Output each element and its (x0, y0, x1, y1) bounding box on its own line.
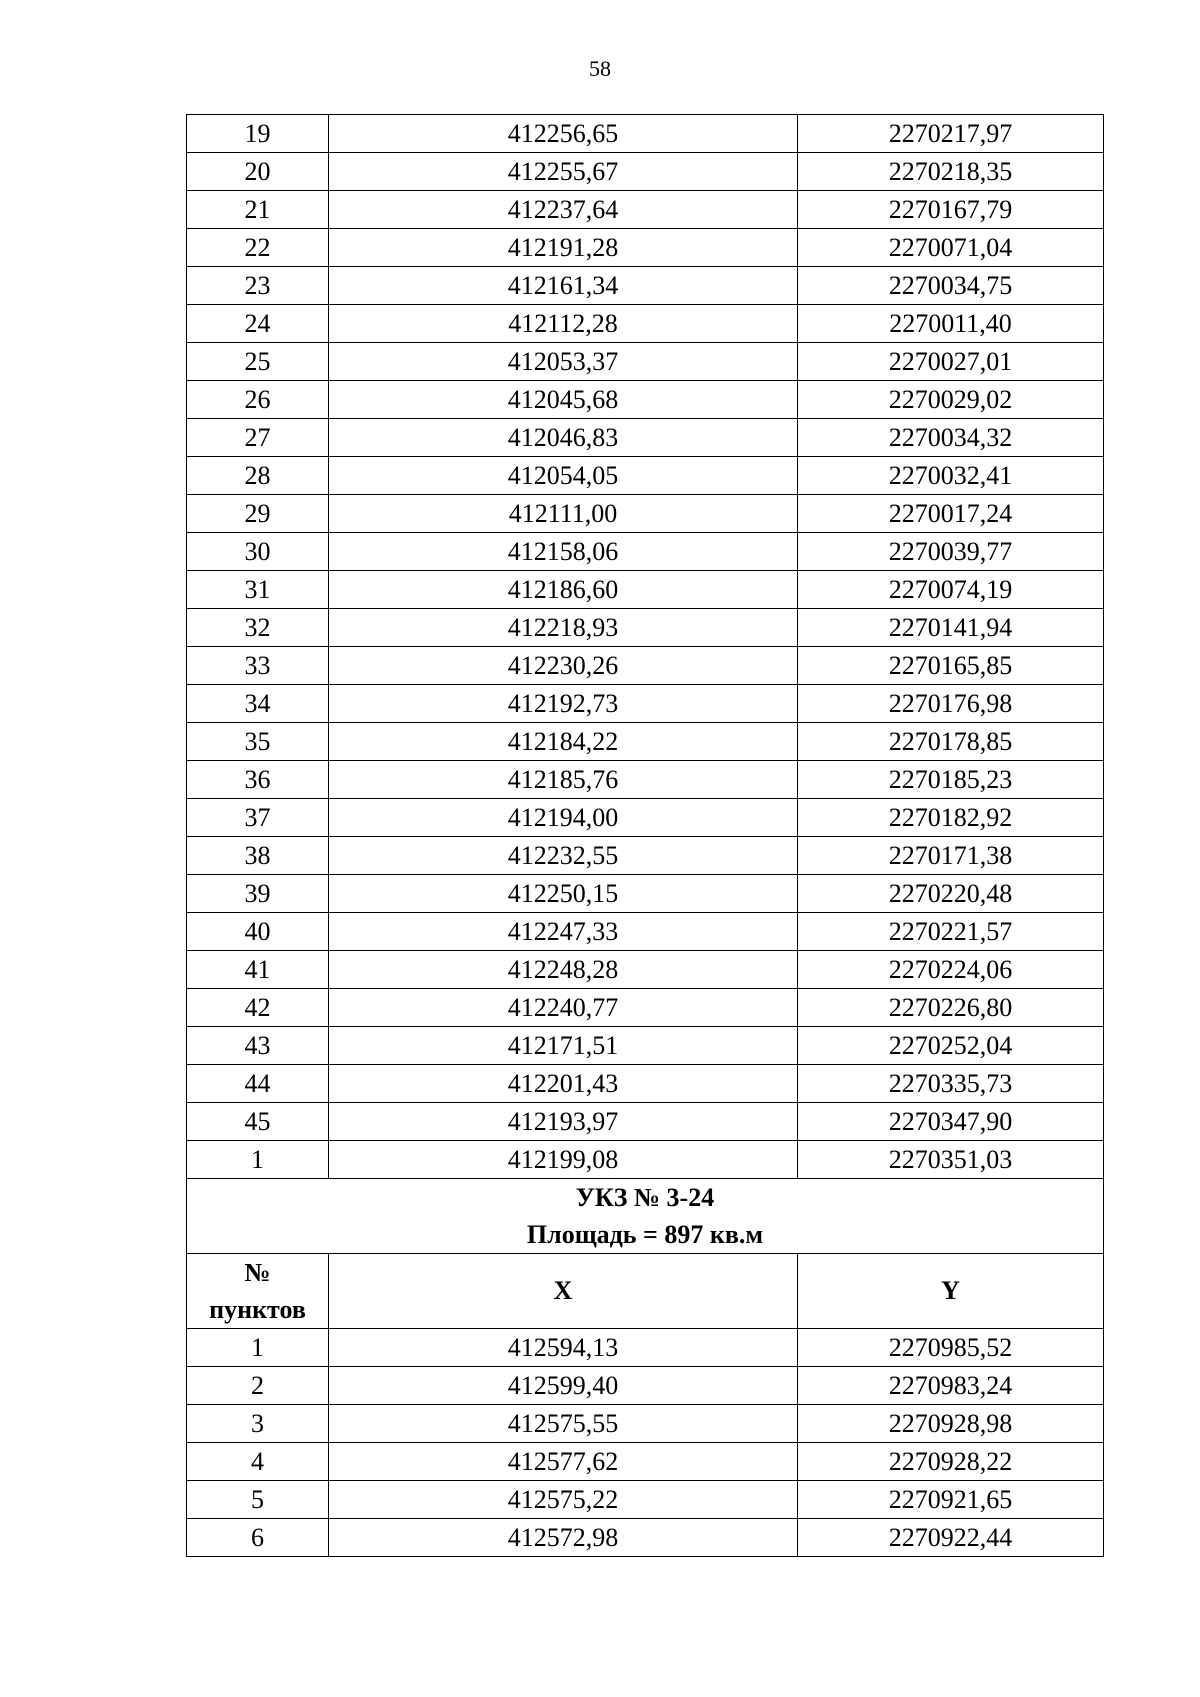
table-row (187, 571, 1104, 609)
table-row (187, 343, 1104, 381)
point-number-cell: 25 (187, 343, 329, 381)
table-row (187, 495, 1104, 533)
table-row (187, 685, 1104, 723)
point-number-cell: 19 (187, 115, 329, 153)
point-number-cell: 1 (187, 1329, 329, 1367)
y-coordinate-cell: 2270220,48 (798, 875, 1104, 913)
point-number-cell: 40 (187, 913, 329, 951)
point-number-cell: 35 (187, 723, 329, 761)
point-number-cell: 27 (187, 419, 329, 457)
x-coordinate-cell: 412218,93 (329, 609, 798, 647)
y-coordinate-cell: 2270351,03 (798, 1141, 1104, 1179)
x-coordinate-cell: 412185,76 (329, 761, 798, 799)
x-coordinate-cell: 412247,33 (329, 913, 798, 951)
point-number-cell: 38 (187, 837, 329, 875)
y-coordinate-cell: 2270922,44 (798, 1519, 1104, 1557)
page-number: 58 (589, 56, 611, 81)
y-coordinate-cell: 2270027,01 (798, 343, 1104, 381)
point-number-cell: 2 (187, 1367, 329, 1405)
point-number-cell: 26 (187, 381, 329, 419)
point-number-cell: 28 (187, 457, 329, 495)
header-num-label: пунктов (209, 1295, 306, 1324)
section-title-cell (187, 1179, 1104, 1254)
x-coordinate-cell: 412193,97 (329, 1103, 798, 1141)
y-coordinate-cell: 2270226,80 (798, 989, 1104, 1027)
table-row (187, 951, 1104, 989)
y-coordinate-cell: 2270165,85 (798, 647, 1104, 685)
table-row (187, 153, 1104, 191)
y-coordinate-cell: 2270034,32 (798, 419, 1104, 457)
y-coordinate-cell: 2270141,94 (798, 609, 1104, 647)
table-row (187, 1443, 1104, 1481)
y-coordinate-cell: 2270029,02 (798, 381, 1104, 419)
point-number-cell: 29 (187, 495, 329, 533)
y-coordinate-cell: 2270928,98 (798, 1405, 1104, 1443)
point-number-cell: 42 (187, 989, 329, 1027)
header-x: X (329, 1254, 798, 1329)
x-coordinate-cell: 412186,60 (329, 571, 798, 609)
table-row (187, 1103, 1104, 1141)
table-row (187, 799, 1104, 837)
table-row (187, 419, 1104, 457)
x-coordinate-cell: 412194,00 (329, 799, 798, 837)
y-coordinate-cell: 2270985,52 (798, 1329, 1104, 1367)
table-row (187, 723, 1104, 761)
point-number-cell: 33 (187, 647, 329, 685)
section-title-row (187, 1179, 1104, 1254)
point-number-cell: 1 (187, 1141, 329, 1179)
section2-heading (187, 1179, 1104, 1329)
header-y: Y (798, 1254, 1104, 1329)
y-coordinate-cell: 2270034,75 (798, 267, 1104, 305)
x-coordinate-cell: 412184,22 (329, 723, 798, 761)
x-coordinate-cell: 412250,15 (329, 875, 798, 913)
x-coordinate-cell: 412599,40 (329, 1367, 798, 1405)
point-number-cell: 30 (187, 533, 329, 571)
y-coordinate-cell: 2270221,57 (798, 913, 1104, 951)
table-row (187, 913, 1104, 951)
header-point-number (187, 1254, 329, 1329)
table-row (187, 609, 1104, 647)
point-number-cell: 24 (187, 305, 329, 343)
table-row (187, 381, 1104, 419)
x-coordinate-cell: 412575,55 (329, 1405, 798, 1443)
table-row (187, 989, 1104, 1027)
x-coordinate-cell: 412594,13 (329, 1329, 798, 1367)
x-coordinate-cell: 412112,28 (329, 305, 798, 343)
point-number-cell: 37 (187, 799, 329, 837)
header-num-symbol: № (244, 1258, 271, 1287)
table-row (187, 1367, 1104, 1405)
table-row (187, 191, 1104, 229)
point-number-cell: 34 (187, 685, 329, 723)
y-coordinate-cell: 2270032,41 (798, 457, 1104, 495)
x-coordinate-cell: 412045,68 (329, 381, 798, 419)
table-row (187, 1405, 1104, 1443)
column-header-row (187, 1254, 1104, 1329)
x-coordinate-cell: 412232,55 (329, 837, 798, 875)
table-row (187, 305, 1104, 343)
table-row (187, 1141, 1104, 1179)
y-coordinate-cell: 2270185,23 (798, 761, 1104, 799)
point-number-cell: 21 (187, 191, 329, 229)
y-coordinate-cell: 2270928,22 (798, 1443, 1104, 1481)
x-coordinate-cell: 412111,00 (329, 495, 798, 533)
x-coordinate-cell: 412199,08 (329, 1141, 798, 1179)
y-coordinate-cell: 2270335,73 (798, 1065, 1104, 1103)
point-number-cell: 22 (187, 229, 329, 267)
x-coordinate-cell: 412053,37 (329, 343, 798, 381)
point-number-cell: 36 (187, 761, 329, 799)
y-coordinate-cell: 2270039,77 (798, 533, 1104, 571)
y-coordinate-cell: 2270074,19 (798, 571, 1104, 609)
y-coordinate-cell: 2270176,98 (798, 685, 1104, 723)
x-coordinate-cell: 412248,28 (329, 951, 798, 989)
y-coordinate-cell: 2270178,85 (798, 723, 1104, 761)
x-coordinate-cell: 412255,67 (329, 153, 798, 191)
table-row (187, 1329, 1104, 1367)
x-coordinate-cell: 412161,34 (329, 267, 798, 305)
x-coordinate-cell: 412192,73 (329, 685, 798, 723)
table-row (187, 1027, 1104, 1065)
y-coordinate-cell: 2270182,92 (798, 799, 1104, 837)
table1-body (187, 115, 1104, 1179)
point-number-cell: 45 (187, 1103, 329, 1141)
table-row (187, 761, 1104, 799)
point-number-cell: 6 (187, 1519, 329, 1557)
x-coordinate-cell: 412237,64 (329, 191, 798, 229)
table-row (187, 647, 1104, 685)
x-coordinate-cell: 412046,83 (329, 419, 798, 457)
y-coordinate-cell: 2270167,79 (798, 191, 1104, 229)
x-coordinate-cell: 412230,26 (329, 647, 798, 685)
y-coordinate-cell: 2270347,90 (798, 1103, 1104, 1141)
table-row (187, 1519, 1104, 1557)
y-coordinate-cell: 2270252,04 (798, 1027, 1104, 1065)
table-row (187, 1481, 1104, 1519)
x-coordinate-cell: 412054,05 (329, 457, 798, 495)
table-row (187, 115, 1104, 153)
point-number-cell: 32 (187, 609, 329, 647)
table-row (187, 457, 1104, 495)
y-coordinate-cell: 2270017,24 (798, 495, 1104, 533)
x-coordinate-cell: 412577,62 (329, 1443, 798, 1481)
x-coordinate-cell: 412575,22 (329, 1481, 798, 1519)
x-coordinate-cell: 412171,51 (329, 1027, 798, 1065)
point-number-cell: 20 (187, 153, 329, 191)
y-coordinate-cell: 2270224,06 (798, 951, 1104, 989)
y-coordinate-cell: 2270171,38 (798, 837, 1104, 875)
point-number-cell: 3 (187, 1405, 329, 1443)
y-coordinate-cell: 2270921,65 (798, 1481, 1104, 1519)
table-row (187, 229, 1104, 267)
section-title: УКЗ № 3-24 (575, 1183, 715, 1212)
table-row (187, 267, 1104, 305)
table-row (187, 1065, 1104, 1103)
table-row (187, 837, 1104, 875)
table-row (187, 875, 1104, 913)
point-number-cell: 43 (187, 1027, 329, 1065)
y-coordinate-cell: 2270217,97 (798, 115, 1104, 153)
table2-body (187, 1329, 1104, 1557)
section-area: Площадь = 897 кв.м (526, 1220, 764, 1249)
coordinates-table (186, 114, 1104, 1557)
x-coordinate-cell: 412191,28 (329, 229, 798, 267)
point-number-cell: 4 (187, 1443, 329, 1481)
point-number-cell: 39 (187, 875, 329, 913)
point-number-cell: 23 (187, 267, 329, 305)
point-number-cell: 44 (187, 1065, 329, 1103)
table-row (187, 533, 1104, 571)
y-coordinate-cell: 2270071,04 (798, 229, 1104, 267)
y-coordinate-cell: 2270983,24 (798, 1367, 1104, 1405)
point-number-cell: 41 (187, 951, 329, 989)
point-number-cell: 31 (187, 571, 329, 609)
x-coordinate-cell: 412158,06 (329, 533, 798, 571)
y-coordinate-cell: 2270011,40 (798, 305, 1104, 343)
x-coordinate-cell: 412572,98 (329, 1519, 798, 1557)
x-coordinate-cell: 412240,77 (329, 989, 798, 1027)
point-number-cell: 5 (187, 1481, 329, 1519)
x-coordinate-cell: 412201,43 (329, 1065, 798, 1103)
x-coordinate-cell: 412256,65 (329, 115, 798, 153)
y-coordinate-cell: 2270218,35 (798, 153, 1104, 191)
